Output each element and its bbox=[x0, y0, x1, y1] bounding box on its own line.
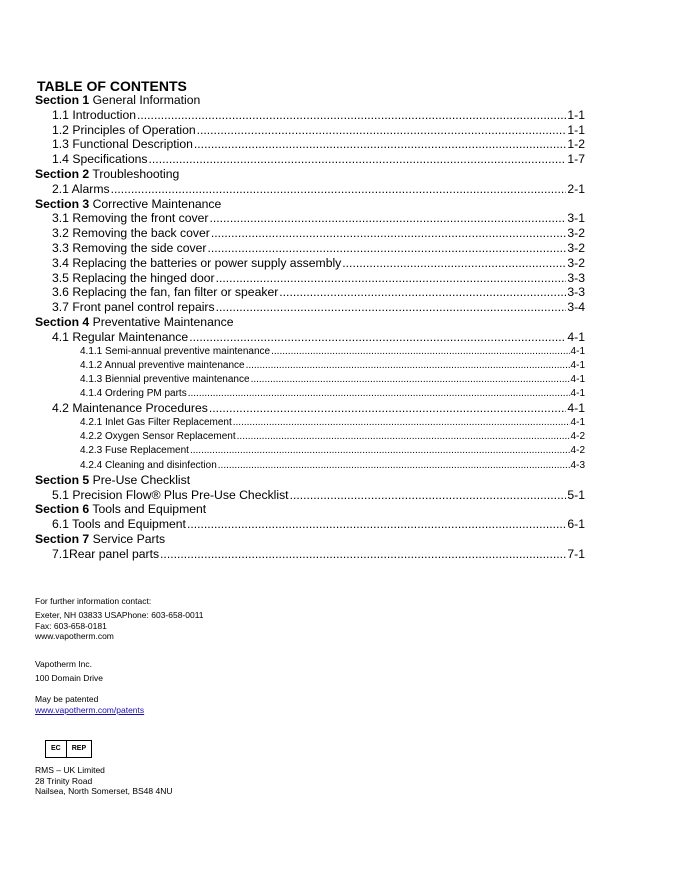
toc-entry bbox=[35, 416, 585, 430]
dot-leader bbox=[279, 285, 566, 300]
toc-entry bbox=[35, 517, 585, 532]
toc-entry-label: 4.1 Regular Maintenance bbox=[52, 329, 189, 344]
dot-leader bbox=[237, 430, 570, 444]
toc-entry-page: 7-1 bbox=[567, 546, 585, 561]
toc-entry-page: 3-4 bbox=[567, 300, 585, 315]
rep-address-line1: RMS – UK Limited bbox=[35, 765, 105, 775]
toc-entry-page: 1-1 bbox=[567, 107, 585, 122]
company-name: Vapotherm Inc. bbox=[35, 659, 93, 669]
section-number: Section 3 bbox=[35, 196, 90, 211]
toc-entry bbox=[35, 108, 585, 123]
dot-leader bbox=[207, 241, 566, 256]
toc-entry-label: 4.1.1 Semi-annual preventive maintenance bbox=[80, 345, 271, 357]
toc-entry-page: 1-1 bbox=[567, 122, 585, 137]
toc-entry-page: 5-1 bbox=[567, 487, 585, 502]
toc-entry bbox=[35, 285, 585, 300]
dot-leader bbox=[111, 182, 567, 197]
toc-entry bbox=[35, 330, 585, 345]
section-title: General Information bbox=[89, 93, 201, 107]
toc-entry-page: 3-2 bbox=[567, 255, 585, 270]
dot-leader bbox=[189, 330, 566, 345]
toc-entry bbox=[35, 256, 585, 271]
toc-entry-label: 3.7 Front panel control repairs bbox=[52, 300, 215, 315]
dot-leader bbox=[246, 359, 570, 373]
toc-entry bbox=[35, 345, 585, 359]
toc-section-heading bbox=[35, 502, 585, 517]
toc-entry-label: 2.1 Alarms bbox=[52, 181, 110, 196]
toc-entry-page: 4-3 bbox=[570, 459, 585, 471]
section-number: Section 1 bbox=[35, 93, 90, 107]
toc-entry bbox=[35, 444, 585, 458]
toc-entry bbox=[35, 226, 585, 241]
toc-entry-page: 4-2 bbox=[570, 431, 585, 443]
section-number: Section 6 bbox=[35, 502, 90, 517]
toc-entry-page: 3-1 bbox=[567, 211, 585, 226]
toc-entry bbox=[35, 137, 585, 152]
toc-entry bbox=[35, 300, 585, 315]
toc-entry bbox=[35, 401, 585, 416]
toc-entry bbox=[35, 182, 585, 197]
toc-entry-page: 4-2 bbox=[570, 445, 585, 457]
ec-rep-symbol bbox=[45, 740, 92, 758]
rep-address-block bbox=[35, 765, 172, 797]
company-street: 100 Domain Drive bbox=[35, 673, 104, 683]
dot-leader bbox=[210, 211, 567, 226]
dot-leader bbox=[190, 444, 570, 458]
toc-entry bbox=[35, 387, 585, 401]
toc-section-heading bbox=[35, 532, 585, 547]
toc-entry-page: 1-7 bbox=[567, 152, 585, 167]
section-title: Preventative Maintenance bbox=[89, 314, 234, 329]
toc-entry-page: 4-1 bbox=[567, 329, 585, 344]
dot-leader bbox=[342, 256, 566, 271]
toc-entry-page: 2-1 bbox=[567, 181, 585, 196]
patents-link[interactable]: www.vapotherm.com/patents bbox=[35, 704, 145, 715]
toc-entry-label: 4.2 Maintenance Procedures bbox=[52, 401, 208, 416]
dot-leader bbox=[211, 226, 567, 241]
contact-heading: For further information contact: bbox=[35, 596, 152, 606]
toc-entry bbox=[35, 459, 585, 473]
toc-entry-label: 1.1 Introduction bbox=[52, 107, 137, 122]
toc-section-heading bbox=[35, 315, 585, 330]
section-title: Tools and Equipment bbox=[89, 502, 207, 517]
toc-entry-label: 4.2.4 Cleaning and disinfection bbox=[80, 459, 217, 471]
toc-entry-page: 4-1 bbox=[570, 417, 585, 429]
toc-entry-label: 4.2.3 Fuse Replacement bbox=[80, 445, 189, 457]
toc-entry-label: 4.2.2 Oxygen Sensor Replacement bbox=[80, 431, 236, 443]
toc-entry-label: 3.3 Removing the side cover bbox=[52, 240, 207, 255]
dot-leader bbox=[187, 517, 566, 532]
toc-entry-label: 4.1.2 Annual preventive maintenance bbox=[80, 359, 245, 371]
dot-leader bbox=[188, 387, 570, 401]
toc-entry-page: 4-1 bbox=[570, 373, 585, 385]
toc-entry bbox=[35, 152, 585, 167]
toc-entry-page: 4-1 bbox=[567, 401, 585, 416]
rep-address-line3: Nailsea, North Somerset, BS48 4NU bbox=[35, 786, 173, 797]
section-title: Troubleshooting bbox=[89, 166, 180, 181]
toc-entry-label: 3.2 Removing the back cover bbox=[52, 226, 210, 241]
toc-entry-page: 4-1 bbox=[570, 359, 585, 371]
toc-entry bbox=[35, 359, 585, 373]
toc-entry bbox=[35, 211, 585, 226]
toc-entry-page: 3-3 bbox=[567, 270, 585, 285]
contact-block bbox=[35, 596, 151, 607]
toc-entry bbox=[35, 241, 585, 256]
toc-entry-label: 1.4 Specifications bbox=[52, 152, 148, 167]
toc-entry bbox=[35, 430, 585, 444]
contact-details bbox=[35, 610, 204, 642]
toc-section-heading bbox=[35, 93, 585, 108]
contact-fax: Fax: 603-658-0181 bbox=[35, 620, 107, 631]
company-block bbox=[35, 659, 92, 670]
rep-label: REP bbox=[66, 741, 91, 757]
toc-entry bbox=[35, 373, 585, 387]
section-number: Section 5 bbox=[35, 472, 90, 487]
section-title: Service Parts bbox=[89, 532, 166, 547]
dot-leader bbox=[216, 271, 567, 286]
toc-entry-label: 5.1 Precision Flow® Plus Pre-Use Checklist bbox=[52, 487, 289, 502]
dot-leader bbox=[251, 373, 570, 387]
dot-leader bbox=[216, 300, 567, 315]
table-of-contents bbox=[35, 93, 585, 562]
section-title: Corrective Maintenance bbox=[89, 196, 222, 211]
toc-entry-label: 7.1Rear panel parts bbox=[52, 546, 160, 561]
toc-entry-label: 4.1.4 Ordering PM parts bbox=[80, 388, 187, 400]
dot-leader bbox=[290, 488, 567, 503]
dot-leader bbox=[209, 401, 567, 416]
section-number: Section 7 bbox=[35, 532, 90, 547]
toc-section-heading bbox=[35, 197, 585, 212]
toc-entry-label: 4.1.3 Biennial preventive maintenance bbox=[80, 373, 250, 385]
toc-entry-page: 3-2 bbox=[567, 226, 585, 241]
dot-leader bbox=[218, 459, 570, 473]
rep-address-line2: 28 Trinity Road bbox=[35, 775, 93, 786]
company-street-block bbox=[35, 673, 103, 684]
toc-entry-label: 3.5 Replacing the hinged door bbox=[52, 270, 215, 285]
contact-website: www.vapotherm.com bbox=[35, 631, 114, 642]
dot-leader bbox=[194, 137, 566, 152]
toc-entry bbox=[35, 488, 585, 503]
dot-leader bbox=[160, 547, 566, 562]
toc-entry-page: 1-2 bbox=[567, 137, 585, 152]
contact-address: Exeter, NH 03833 USAPhone: 603-658-0011 bbox=[35, 610, 204, 620]
toc-entry-label: 1.3 Functional Description bbox=[52, 137, 193, 152]
toc-title: TABLE OF CONTENTS bbox=[37, 78, 187, 94]
toc-section-heading bbox=[35, 473, 585, 488]
ec-label: EC bbox=[51, 745, 61, 752]
patent-block bbox=[35, 694, 144, 715]
dot-leader bbox=[271, 345, 569, 359]
dot-leader bbox=[197, 123, 567, 138]
section-number: Section 2 bbox=[35, 166, 90, 181]
toc-entry-page: 4-1 bbox=[570, 388, 585, 400]
section-number: Section 4 bbox=[35, 314, 90, 329]
toc-entry-label: 3.4 Replacing the batteries or power supply assembly bbox=[52, 255, 342, 270]
section-title: Pre-Use Checklist bbox=[89, 472, 191, 487]
toc-section-heading bbox=[35, 167, 585, 182]
dot-leader bbox=[233, 416, 570, 430]
dot-leader bbox=[137, 108, 566, 123]
toc-entry bbox=[35, 123, 585, 138]
toc-entry-label: 3.1 Removing the front cover bbox=[52, 211, 209, 226]
toc-entry-label: 4.2.1 Inlet Gas Filter Replacement bbox=[80, 417, 232, 429]
dot-leader bbox=[149, 152, 567, 167]
toc-entry-page: 4-1 bbox=[570, 345, 585, 357]
toc-entry-page: 3-3 bbox=[567, 285, 585, 300]
toc-entry-page: 3-2 bbox=[567, 240, 585, 255]
toc-entry-page: 6-1 bbox=[567, 517, 585, 532]
toc-entry bbox=[35, 271, 585, 286]
toc-entry-label: 6.1 Tools and Equipment bbox=[52, 517, 186, 532]
toc-entry-label: 3.6 Replacing the fan, fan filter or speaker bbox=[52, 285, 279, 300]
toc-entry-label: 1.2 Principles of Operation bbox=[52, 122, 196, 137]
patent-text: May be patented bbox=[35, 694, 99, 704]
toc-entry bbox=[35, 547, 585, 562]
